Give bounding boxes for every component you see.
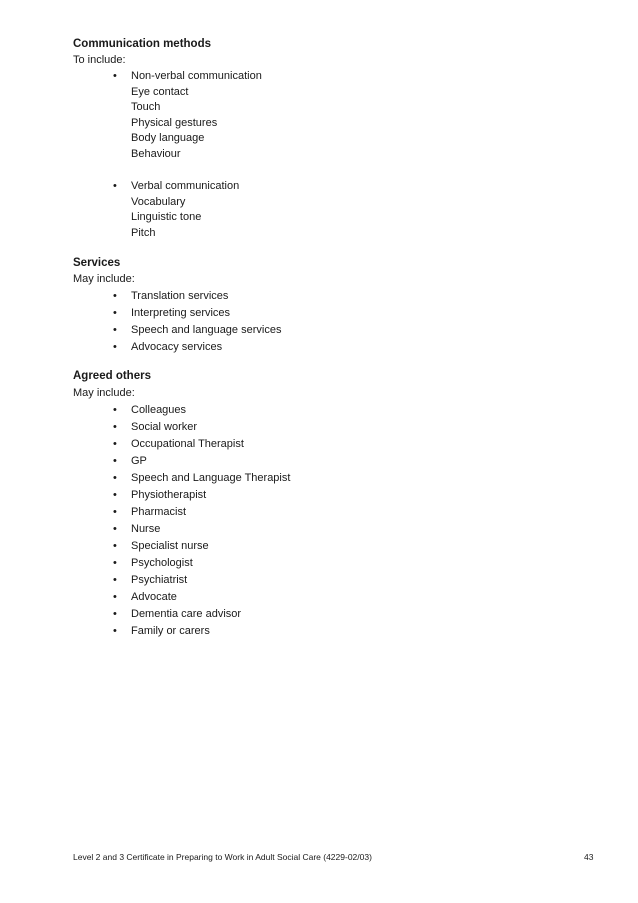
bullet-icon: •	[113, 307, 117, 319]
bullet-icon: •	[113, 455, 117, 467]
bullet-icon: •	[113, 506, 117, 518]
bullet-icon: •	[113, 557, 117, 569]
bullet-icon: •	[113, 438, 117, 450]
communication-intro: To include:	[73, 54, 126, 66]
page-number: 43	[584, 852, 594, 862]
bullet-icon: •	[113, 625, 117, 637]
communication-methods-heading: Communication methods	[73, 38, 212, 50]
bullet-icon: •	[113, 540, 117, 552]
services-intro: May include:	[73, 273, 135, 285]
bullet-icon: •	[113, 421, 117, 433]
footer-text: Level 2 and 3 Certificate in Preparing to Work in Adult Social Care (4229-02/03)	[73, 852, 372, 862]
bullet-icon: •	[113, 523, 117, 535]
bullet-icon: •	[113, 608, 117, 620]
bullet-icon: •	[113, 591, 117, 603]
bullet-icon: •	[113, 404, 117, 416]
agreed-others-intro: May include:	[73, 387, 135, 399]
bullet-icon: •	[113, 574, 117, 586]
agreed-others-heading: Agreed others	[73, 370, 151, 382]
bullet-icon: •	[113, 489, 117, 501]
services-heading: Services	[73, 257, 121, 269]
bullet-icon: •	[113, 290, 117, 302]
bullet-icon: •	[113, 70, 117, 82]
bullet-icon: •	[113, 472, 117, 484]
bullet-icon: •	[113, 341, 117, 353]
bullet-icon: •	[113, 324, 117, 336]
bullet-icon: •	[113, 180, 117, 192]
